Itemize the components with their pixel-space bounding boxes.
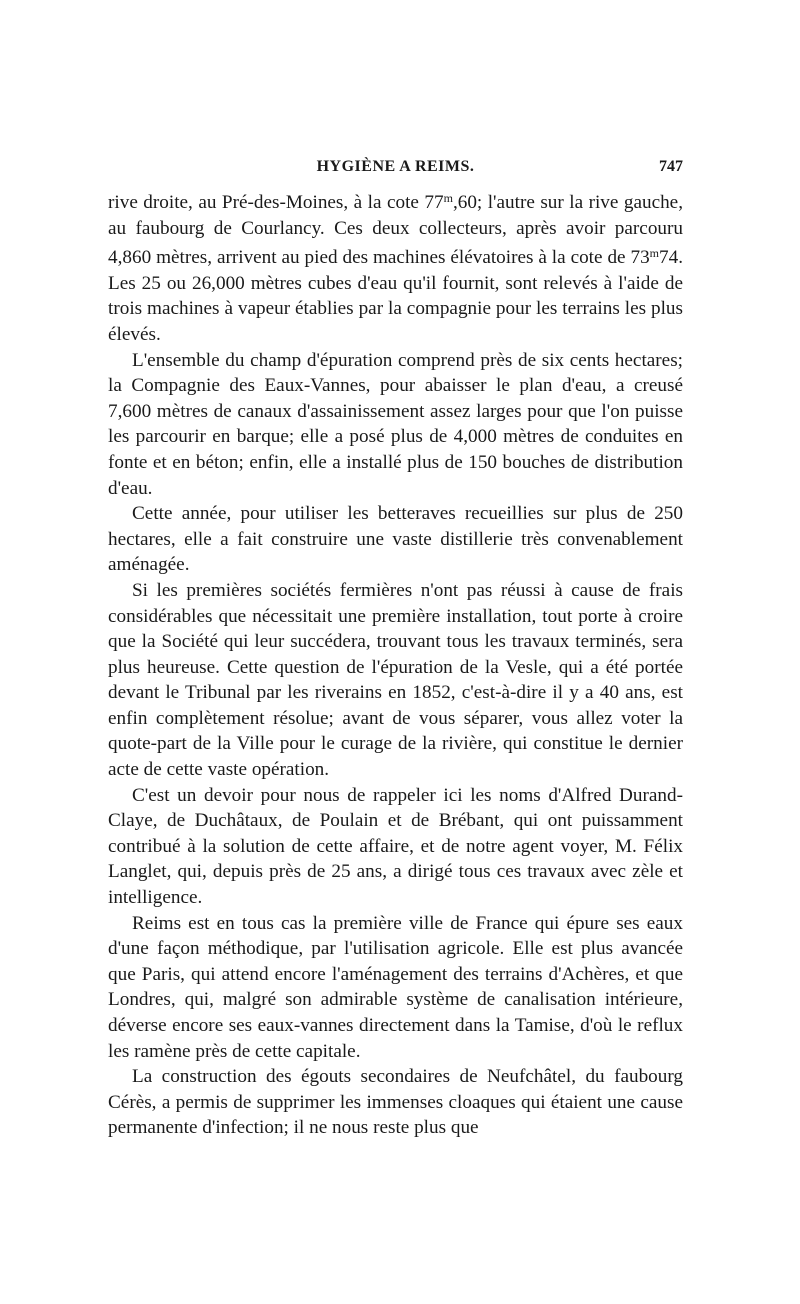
page-number: 747	[659, 158, 683, 175]
paragraph-3: Cette année, pour utiliser les betteraves recueillies sur plus de 250 hectares, elle a fait construire une vaste distillerie très convenablement aménagée.	[108, 503, 683, 576]
unit-superscript: m	[649, 246, 660, 261]
running-title: HYGIÈNE A REIMS.	[316, 158, 475, 175]
paragraph-4: Si les premières sociétés fermières n'ont pas réussi à cause de frais considérables que nécessitait une première installation, tout porte à croire que la Société qui leur succédera, trouvant tous les travaux terminés, sera plus heureuse. Cette question de l'épuration de la Vesle, qui a été portée devant le Tribunal par les riverains en 1852, c'est-à-dire il y a 40 ans, est enfin complètement résolue; avant de vous séparer, vous allez voter la quote-part de la Ville pour le curage de la rivière, qui constitue le dernier acte de cette vaste opération.	[108, 579, 683, 781]
paragraph-1	[108, 186, 683, 348]
paragraph-1-part-c: 74. Les 25 ou 26,000 mètres cubes d'eau qu'il fournit, sont relevés à l'aide de trois machines à vapeur établies par la compagnie pour les terrains les plus élevés.	[108, 247, 683, 345]
unit-superscript: m	[443, 191, 453, 205]
page-header	[108, 156, 683, 184]
paragraph-5: C'est un devoir pour nous de rappeler ici les noms d'Alfred Durand-Claye, de Duchâtaux, de Poulain et de Brébant, qui ont puissamment contribué à la solution de cette affaire, et de notre agent voyer, M. Félix Langlet, qui, depuis près de 25 ans, a dirigé tous ces travaux avec zèle et intelligence.	[108, 784, 683, 909]
paragraph-2: L'ensemble du champ d'épuration comprend près de six cents hectares; la Compagnie des Eaux-Vannes, pour abaisser le plan d'eau, a creusé 7,600 mètres de canaux d'assainissement assez larges pour que l'on puisse les parcourir en barque; elle a posé plus de 4,000 mètres de conduites en fonte et en béton; enfin, elle a installé plus de 150 bouches de distribution d'eau.	[108, 349, 683, 499]
paragraph-1-part-b: ,60; l'autre sur la rive gauche, au faubourg de Courlancy. Ces deux collecteurs, après avoir parcouru 4,860 mètres, arrivent au pied des machines élévatoires à la cote de 73	[108, 192, 683, 269]
paragraph-7: La construction des égouts secondaires de Neufchâtel, du faubourg Cérès, a permis de supprimer les immenses cloaques qui étaient une cause permanente d'infection; il ne nous reste plus que	[108, 1066, 683, 1139]
paragraph-6: Reims est en tous cas la première ville de France qui épure ses eaux d'une façon méthodique, par l'utilisation agricole. Elle est plus avancée que Paris, qui attend encore l'aménagement des terrains d'Achères, et que Londres, qui, malgré son admirable système de canalisation intérieure, déverse encore ses eaux-vannes directement dans la Tamise, d'où le reflux les ramène près de cette capitale.	[108, 912, 683, 1062]
body-text	[108, 186, 683, 1141]
paragraph-1-part-a: rive droite, au Pré-des-Moines, à la cote 77	[108, 192, 444, 213]
